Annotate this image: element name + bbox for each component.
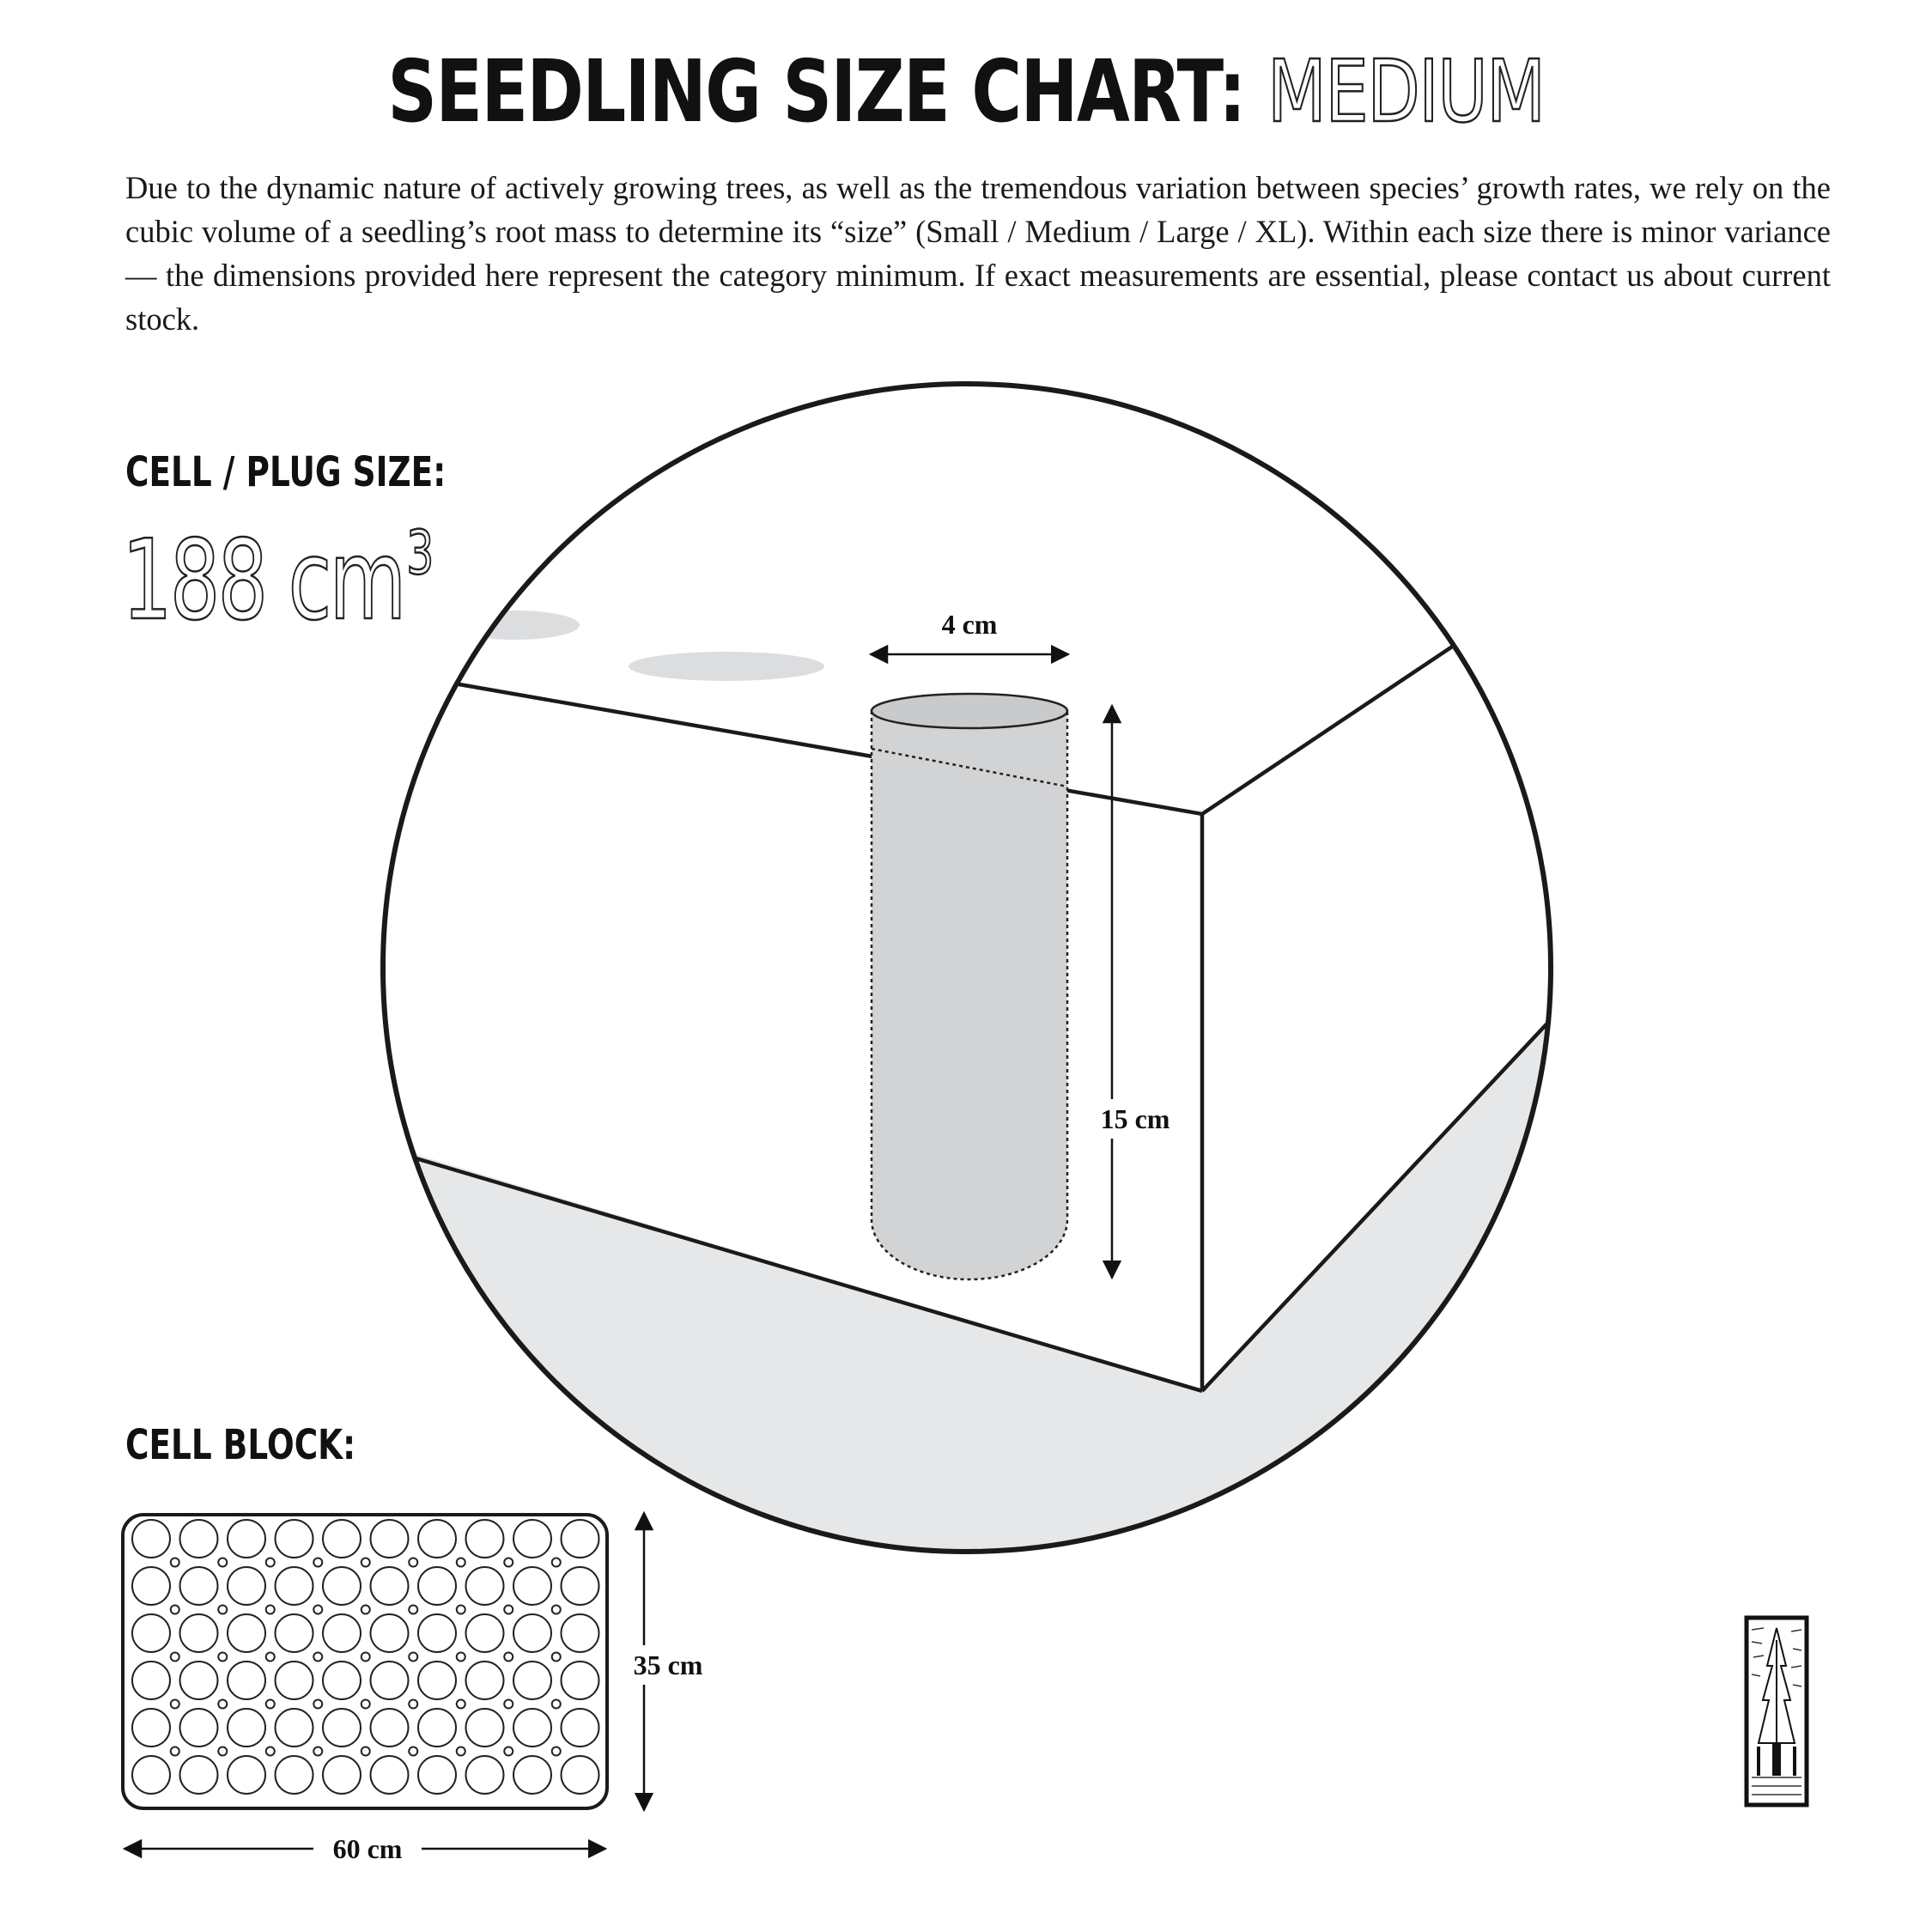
box-edge	[1202, 550, 1597, 814]
tray-cell	[513, 1520, 551, 1558]
tray-drain-hole	[171, 1700, 179, 1709]
tray-cell	[132, 1520, 170, 1558]
tray-drain-hole	[218, 1606, 227, 1614]
tray-cell	[466, 1709, 504, 1747]
tray-cell	[276, 1709, 313, 1747]
tray-cell	[418, 1520, 456, 1558]
tray-drain-hole	[457, 1653, 465, 1662]
tray-cell	[228, 1756, 265, 1794]
tray-drain-hole	[361, 1700, 370, 1709]
neighbour-plug-top	[629, 652, 824, 681]
tray-drain-hole	[313, 1747, 322, 1756]
tray-drain-hole	[552, 1747, 561, 1756]
tray-drain-hole	[266, 1700, 275, 1709]
tray-drain-hole	[313, 1558, 322, 1567]
block-height-label: 35 cm	[633, 1649, 703, 1680]
tray-drain-hole	[218, 1700, 227, 1709]
title-main: SEEDLING SIZE CHART:	[387, 41, 1245, 142]
tray-drain-hole	[552, 1558, 561, 1567]
tray-cell	[371, 1756, 409, 1794]
tray-drain-hole	[171, 1606, 179, 1614]
tray-drain-hole	[171, 1747, 179, 1756]
tray-drain-hole	[171, 1653, 179, 1662]
tray-cell	[562, 1520, 599, 1558]
tray-drain-hole	[361, 1558, 370, 1567]
tray-drain-hole	[552, 1700, 561, 1709]
tray-drain-hole	[409, 1653, 417, 1662]
tray-drain-hole	[313, 1700, 322, 1709]
tray-cell	[323, 1709, 361, 1747]
tray-drain-hole	[504, 1747, 513, 1756]
block-width-label: 60 cm	[332, 1833, 403, 1864]
tray-cell	[562, 1756, 599, 1794]
plug-cylinder	[872, 711, 1067, 1279]
tray-cell	[562, 1614, 599, 1652]
tray-cell	[323, 1662, 361, 1699]
tray-drain-hole	[171, 1558, 179, 1567]
neighbour-plug-top	[451, 611, 580, 640]
tray-cell	[418, 1709, 456, 1747]
tray-cell	[466, 1520, 504, 1558]
tray-cell	[418, 1662, 456, 1699]
tray-cell	[180, 1709, 218, 1747]
tray-cell	[513, 1756, 551, 1794]
tray-cell	[276, 1662, 313, 1699]
tray-cell	[513, 1614, 551, 1652]
tray-cell	[180, 1756, 218, 1794]
tray-cell	[371, 1709, 409, 1747]
tray-cell	[418, 1756, 456, 1794]
tray-cell	[562, 1662, 599, 1699]
tray-cell	[132, 1662, 170, 1699]
tray-drain-hole	[409, 1747, 417, 1756]
cutaway-view	[326, 550, 1631, 1631]
tray-cell	[466, 1662, 504, 1699]
tray-drain-hole	[552, 1653, 561, 1662]
tray-drain-hole	[218, 1653, 227, 1662]
tray-cell	[132, 1756, 170, 1794]
intro-paragraph: Due to the dynamic nature of actively growing trees, as well as the tremendous variation between species’ growth rates, we rely on the cubic volume of a seedling’s root mass to determine its “size” (Small / Medium / Large / XL). Within each size there is minor variance — the dimensions provided here represent the category minimum. If exact measurements are essential, please contact us about current stock.	[125, 170, 1831, 337]
tray-drain-hole	[361, 1606, 370, 1614]
tray-cell	[180, 1614, 218, 1652]
tray-cell	[513, 1567, 551, 1605]
tray-cell	[466, 1756, 504, 1794]
tray-drain-hole	[313, 1653, 322, 1662]
tray-drain-hole	[361, 1747, 370, 1756]
tray-drain-hole	[266, 1606, 275, 1614]
plug-depth-label: 15 cm	[1100, 1103, 1170, 1134]
tree-logo-icon	[1747, 1618, 1807, 1805]
tray-cell	[371, 1662, 409, 1699]
tray-cell	[180, 1520, 218, 1558]
tray-drain-hole	[504, 1606, 513, 1614]
plug-cylinder-top	[872, 694, 1067, 728]
tray-cell	[562, 1709, 599, 1747]
tray-cell	[466, 1567, 504, 1605]
tray-drain-hole	[218, 1558, 227, 1567]
tray-cell	[466, 1614, 504, 1652]
tray-cell	[562, 1567, 599, 1605]
tray-cell	[323, 1614, 361, 1652]
tray-cell	[132, 1567, 170, 1605]
tray-cell	[371, 1520, 409, 1558]
tray-cell	[228, 1567, 265, 1605]
tray-cell	[228, 1709, 265, 1747]
tray-drain-hole	[504, 1558, 513, 1567]
tray-drain-hole	[552, 1606, 561, 1614]
tray-cell	[323, 1567, 361, 1605]
tray-cell	[228, 1614, 265, 1652]
tray-cell	[276, 1756, 313, 1794]
tray-drain-hole	[457, 1606, 465, 1614]
tray-cell	[180, 1567, 218, 1605]
tray-drain-hole	[409, 1558, 417, 1567]
tray-drain-hole	[457, 1700, 465, 1709]
tray-drain-hole	[266, 1653, 275, 1662]
tray-cell	[228, 1662, 265, 1699]
tray-cell	[132, 1709, 170, 1747]
plug-width-label: 4 cm	[941, 609, 998, 640]
tray-cell	[323, 1756, 361, 1794]
tray-cell	[228, 1520, 265, 1558]
tray-drain-hole	[361, 1653, 370, 1662]
tray-drain-hole	[218, 1747, 227, 1756]
tray-drain-hole	[504, 1653, 513, 1662]
title-variant: MEDIUM	[1267, 41, 1545, 142]
tray-cell	[180, 1662, 218, 1699]
plug-volume-value: 188 cm	[122, 517, 404, 645]
tray-cell	[276, 1614, 313, 1652]
tray-drain-hole	[266, 1747, 275, 1756]
tray-drain-hole	[409, 1700, 417, 1709]
plug-volume-exponent: 3	[406, 518, 432, 588]
tray-cell	[371, 1567, 409, 1605]
tray-cell	[371, 1614, 409, 1652]
tray-drain-hole	[457, 1558, 465, 1567]
tray-cell	[418, 1614, 456, 1652]
tray-cell	[276, 1567, 313, 1605]
tray-cell	[132, 1614, 170, 1652]
plug-size-label: CELL / PLUG SIZE:	[125, 448, 447, 496]
tray-drain-hole	[457, 1747, 465, 1756]
tray-drain-hole	[409, 1606, 417, 1614]
tray-cell	[323, 1520, 361, 1558]
tray-drain-hole	[313, 1606, 322, 1614]
tray-cell	[276, 1520, 313, 1558]
tray-drain-hole	[504, 1700, 513, 1709]
tray-drain-hole	[266, 1558, 275, 1567]
tray-cell	[513, 1709, 551, 1747]
tray-cell	[513, 1662, 551, 1699]
cell-block-label: CELL BLOCK:	[125, 1421, 356, 1469]
tray-cell	[418, 1567, 456, 1605]
